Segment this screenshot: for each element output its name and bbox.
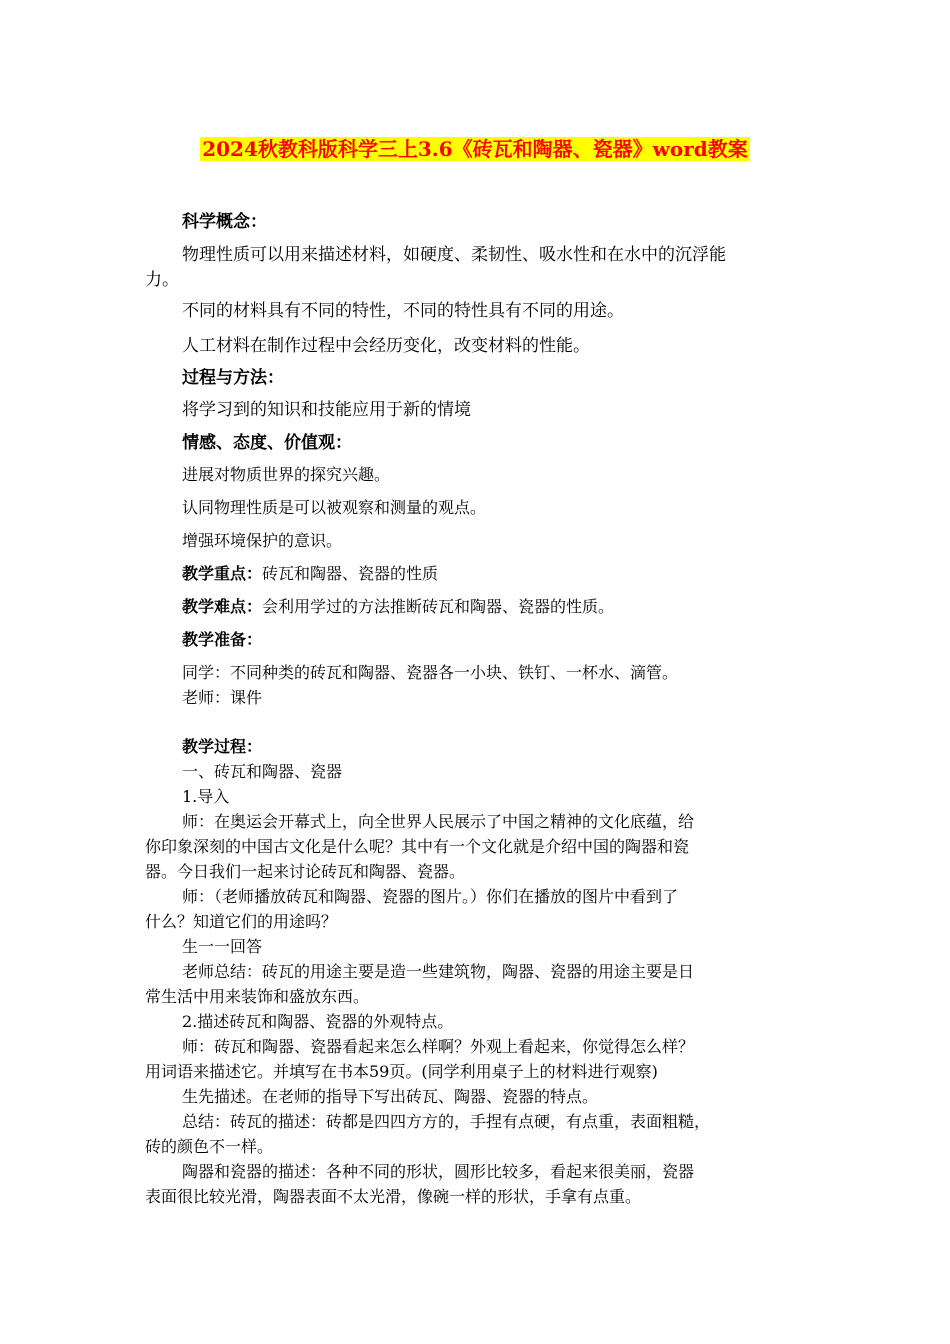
text-line	[145, 910, 337, 934]
line-text: 师：（老师播放砖瓦和陶器、瓷器的图片。）你们在播放的图片中看到了	[182, 887, 679, 906]
line-text: 生一一回答	[182, 937, 263, 956]
text-line	[145, 1060, 658, 1084]
line-text: 教学准备：	[182, 630, 263, 649]
text-line	[182, 760, 342, 784]
line-text: 物理性质可以用来描述材料，如硬度、柔韧性、吸水性和在水中的沉浮能	[182, 245, 726, 265]
text-line	[182, 885, 678, 909]
line-text: 师：在奥运会开幕式上，向全世界人民展示了中国之精神的文化底蕴，给	[182, 812, 695, 831]
text-line	[182, 463, 390, 487]
document-title: 2024秋教科版科学三上3.6《砖瓦和陶器、瓷器》word教案	[202, 137, 748, 161]
line-text: 生先描述。在老师的指导下写出砖瓦、陶器、瓷器的特点。	[182, 1087, 599, 1106]
text-line	[145, 860, 465, 884]
line-text: 陶器和瓷器的描述：各种不同的形状，圆形比较多，看起来很美丽，瓷器	[182, 1162, 695, 1181]
line-text: 器。今日我们一起来讨论砖瓦和陶器、瓷器。	[145, 862, 466, 881]
line-text: 过程与方法：	[182, 368, 284, 388]
text-line	[182, 562, 438, 586]
line-text: 不同的材料具有不同的特性，不同的特性具有不同的用途。	[182, 301, 624, 321]
line-text: 师：砖瓦和陶器、瓷器看起来怎么样啊？外观上看起来，你觉得怎么样？	[182, 1037, 695, 1056]
text-line	[182, 1110, 710, 1134]
line-text: 教学过程：	[182, 737, 263, 756]
line-text: 一、砖瓦和陶器、瓷器	[182, 762, 343, 781]
document-title-row	[0, 134, 950, 164]
line-text: 什么？知道它们的用途吗？	[145, 912, 338, 931]
line-text: 同学：不同种类的砖瓦和陶器、瓷器各一小块、铁钉、一杯水、滴管。	[182, 663, 679, 682]
line-text: 2.描述砖瓦和陶器、瓷器的外观特点。	[182, 1012, 454, 1031]
line-text: 将学习到的知识和技能应用于新的情境	[182, 400, 471, 420]
line-text: 会利用学过的方法推断砖瓦和陶器、瓷器的性质。	[262, 597, 615, 616]
text-line	[182, 398, 471, 422]
text-line	[182, 735, 262, 759]
text-line	[182, 210, 267, 234]
text-line	[182, 1085, 598, 1109]
line-text: 你印象深刻的中国古文化是什么呢？其中有一个文化就是介绍中国的陶器和瓷	[145, 837, 690, 856]
line-text: 总结：砖瓦的描述：砖都是四四方方的，手捏有点硬，有点重，表面粗糙，	[182, 1112, 711, 1131]
line-text: 人工材料在制作过程中会经历变化，改变材料的性能。	[182, 336, 590, 356]
text-line	[182, 810, 694, 834]
line-text: 常生活中用来装饰和盛放东西。	[145, 987, 370, 1006]
line-text: 增强环境保护的意识。	[182, 531, 343, 550]
line-text: 表面很比较光滑，陶器表面不太光滑，像碗一样的形状，手拿有点重。	[145, 1187, 642, 1206]
text-line	[182, 431, 352, 455]
line-text: 认同物理性质是可以被观察和测量的观点。	[182, 498, 487, 517]
line-text: 1.导入	[182, 787, 230, 806]
line-text: 砖瓦和陶器、瓷器的性质	[262, 564, 439, 583]
text-line	[182, 628, 262, 652]
line-text: 力。	[145, 270, 179, 290]
text-line	[182, 935, 262, 959]
text-line	[182, 366, 284, 390]
text-line	[182, 960, 694, 984]
text-line	[145, 1135, 273, 1159]
text-line	[182, 785, 229, 809]
text-line	[145, 1185, 641, 1209]
text-line	[182, 661, 678, 685]
line-text: 老师总结：砖瓦的用途主要是造一些建筑物，陶器、瓷器的用途主要是日	[182, 962, 695, 981]
text-line	[182, 529, 342, 553]
line-text: 老师：课件	[182, 688, 263, 707]
line-text: 情感、态度、价值观：	[182, 433, 352, 453]
text-line	[145, 268, 179, 292]
text-line	[182, 243, 726, 267]
text-line	[145, 985, 369, 1009]
line-text: 进展对物质世界的探究兴趣。	[182, 465, 391, 484]
text-line	[182, 686, 262, 710]
line-label: 教学难点：	[182, 597, 263, 616]
text-line	[182, 299, 624, 323]
text-line	[182, 1160, 694, 1184]
text-line	[182, 496, 486, 520]
line-text: 砖的颜色不一样。	[145, 1137, 274, 1156]
line-label: 教学重点：	[182, 564, 263, 583]
text-line	[182, 595, 614, 619]
line-text: 用词语来描述它。并填写在书本59页。(同学利用桌子上的材料进行观察)	[145, 1062, 658, 1081]
text-line	[145, 835, 689, 859]
text-line	[182, 1035, 694, 1059]
line-text: 科学概念：	[182, 212, 267, 232]
text-line	[182, 334, 590, 358]
text-line	[182, 1010, 453, 1034]
